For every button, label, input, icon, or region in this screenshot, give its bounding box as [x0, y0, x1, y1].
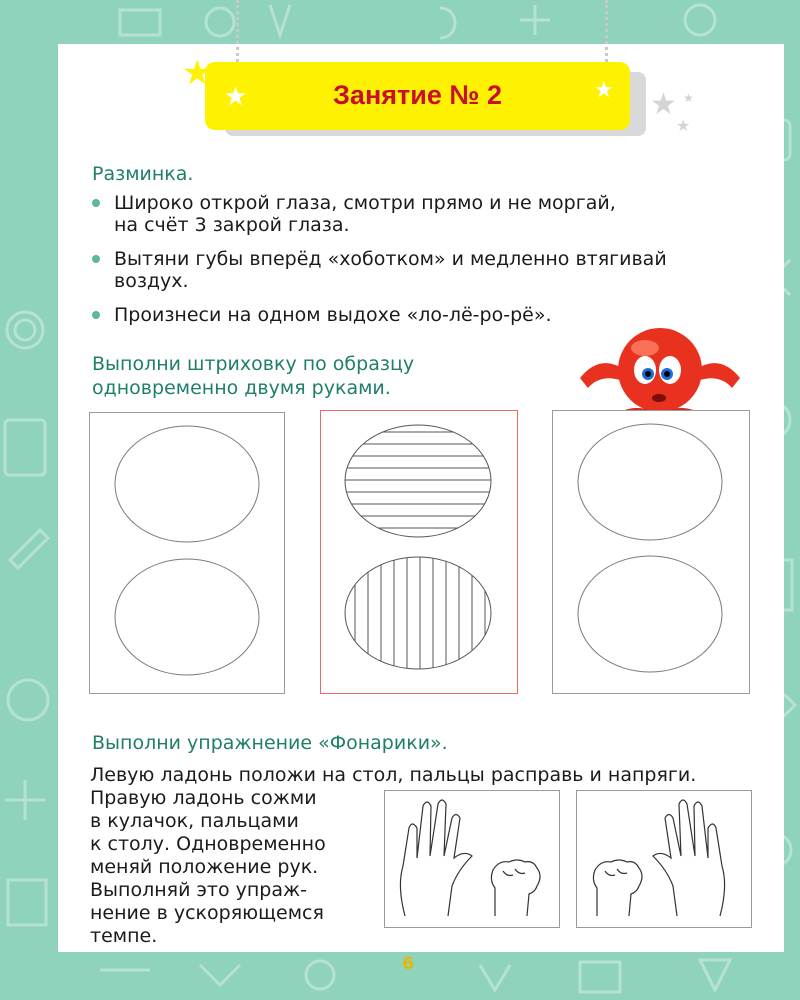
- hatching-heading-line: одновременно двумя руками.: [92, 377, 391, 399]
- oval: [115, 426, 259, 542]
- oval: [578, 556, 722, 672]
- flashlights-instruction: Левую ладонь положи на стол, пальцы расправь и напряги.: [90, 764, 697, 786]
- flashlights-heading: Выполни упражнение «Фонарики».: [92, 732, 448, 754]
- page-title: Занятие № 2: [333, 80, 502, 110]
- text-line: темпе.: [90, 925, 158, 947]
- page-number: 6: [402, 954, 414, 974]
- text-line: к столу. Одновременно: [90, 833, 326, 855]
- star-icon: ★: [650, 87, 677, 122]
- text-line: Правую ладонь сожми: [90, 787, 317, 809]
- text-line: меняй положение рук.: [90, 856, 319, 878]
- list-item-line: Широко открой глаза, смотри прямо и не моргай,: [114, 192, 616, 214]
- star-icon: ★: [182, 53, 213, 93]
- hands-illustration-1: [384, 790, 560, 928]
- hatching-heading-line: Выполни штриховку по образцу: [92, 353, 415, 375]
- flashlights-text-block: [90, 787, 326, 948]
- star-icon: ★: [683, 91, 694, 105]
- oval: [115, 559, 259, 675]
- star-icon: ★: [676, 116, 691, 135]
- star-icon: ★: [224, 82, 248, 112]
- star-icon: ★: [594, 78, 614, 103]
- list-item-line: Произнеси на одном выдохе «ло-лё-ро-рё».: [114, 304, 552, 326]
- text-line: Выполняй это упраж-: [90, 879, 307, 901]
- oval: [345, 557, 491, 669]
- oval: [578, 424, 722, 540]
- text-line: нение в ускоряющемся: [90, 902, 324, 924]
- hands-illustration-2: [576, 790, 752, 928]
- text-line: в кулачок, пальцами: [90, 810, 299, 832]
- list-item-line: Вытяни губы вперёд «хоботком» и медленно втягивай: [114, 248, 667, 270]
- list-item-line: на счёт 3 закрой глаза.: [114, 214, 350, 236]
- hands-drawing: [385, 791, 559, 927]
- hands-drawing: [577, 791, 751, 927]
- list-item-line: воздух.: [114, 270, 189, 292]
- warmup-heading: Разминка.: [92, 163, 194, 185]
- oval: [345, 425, 491, 537]
